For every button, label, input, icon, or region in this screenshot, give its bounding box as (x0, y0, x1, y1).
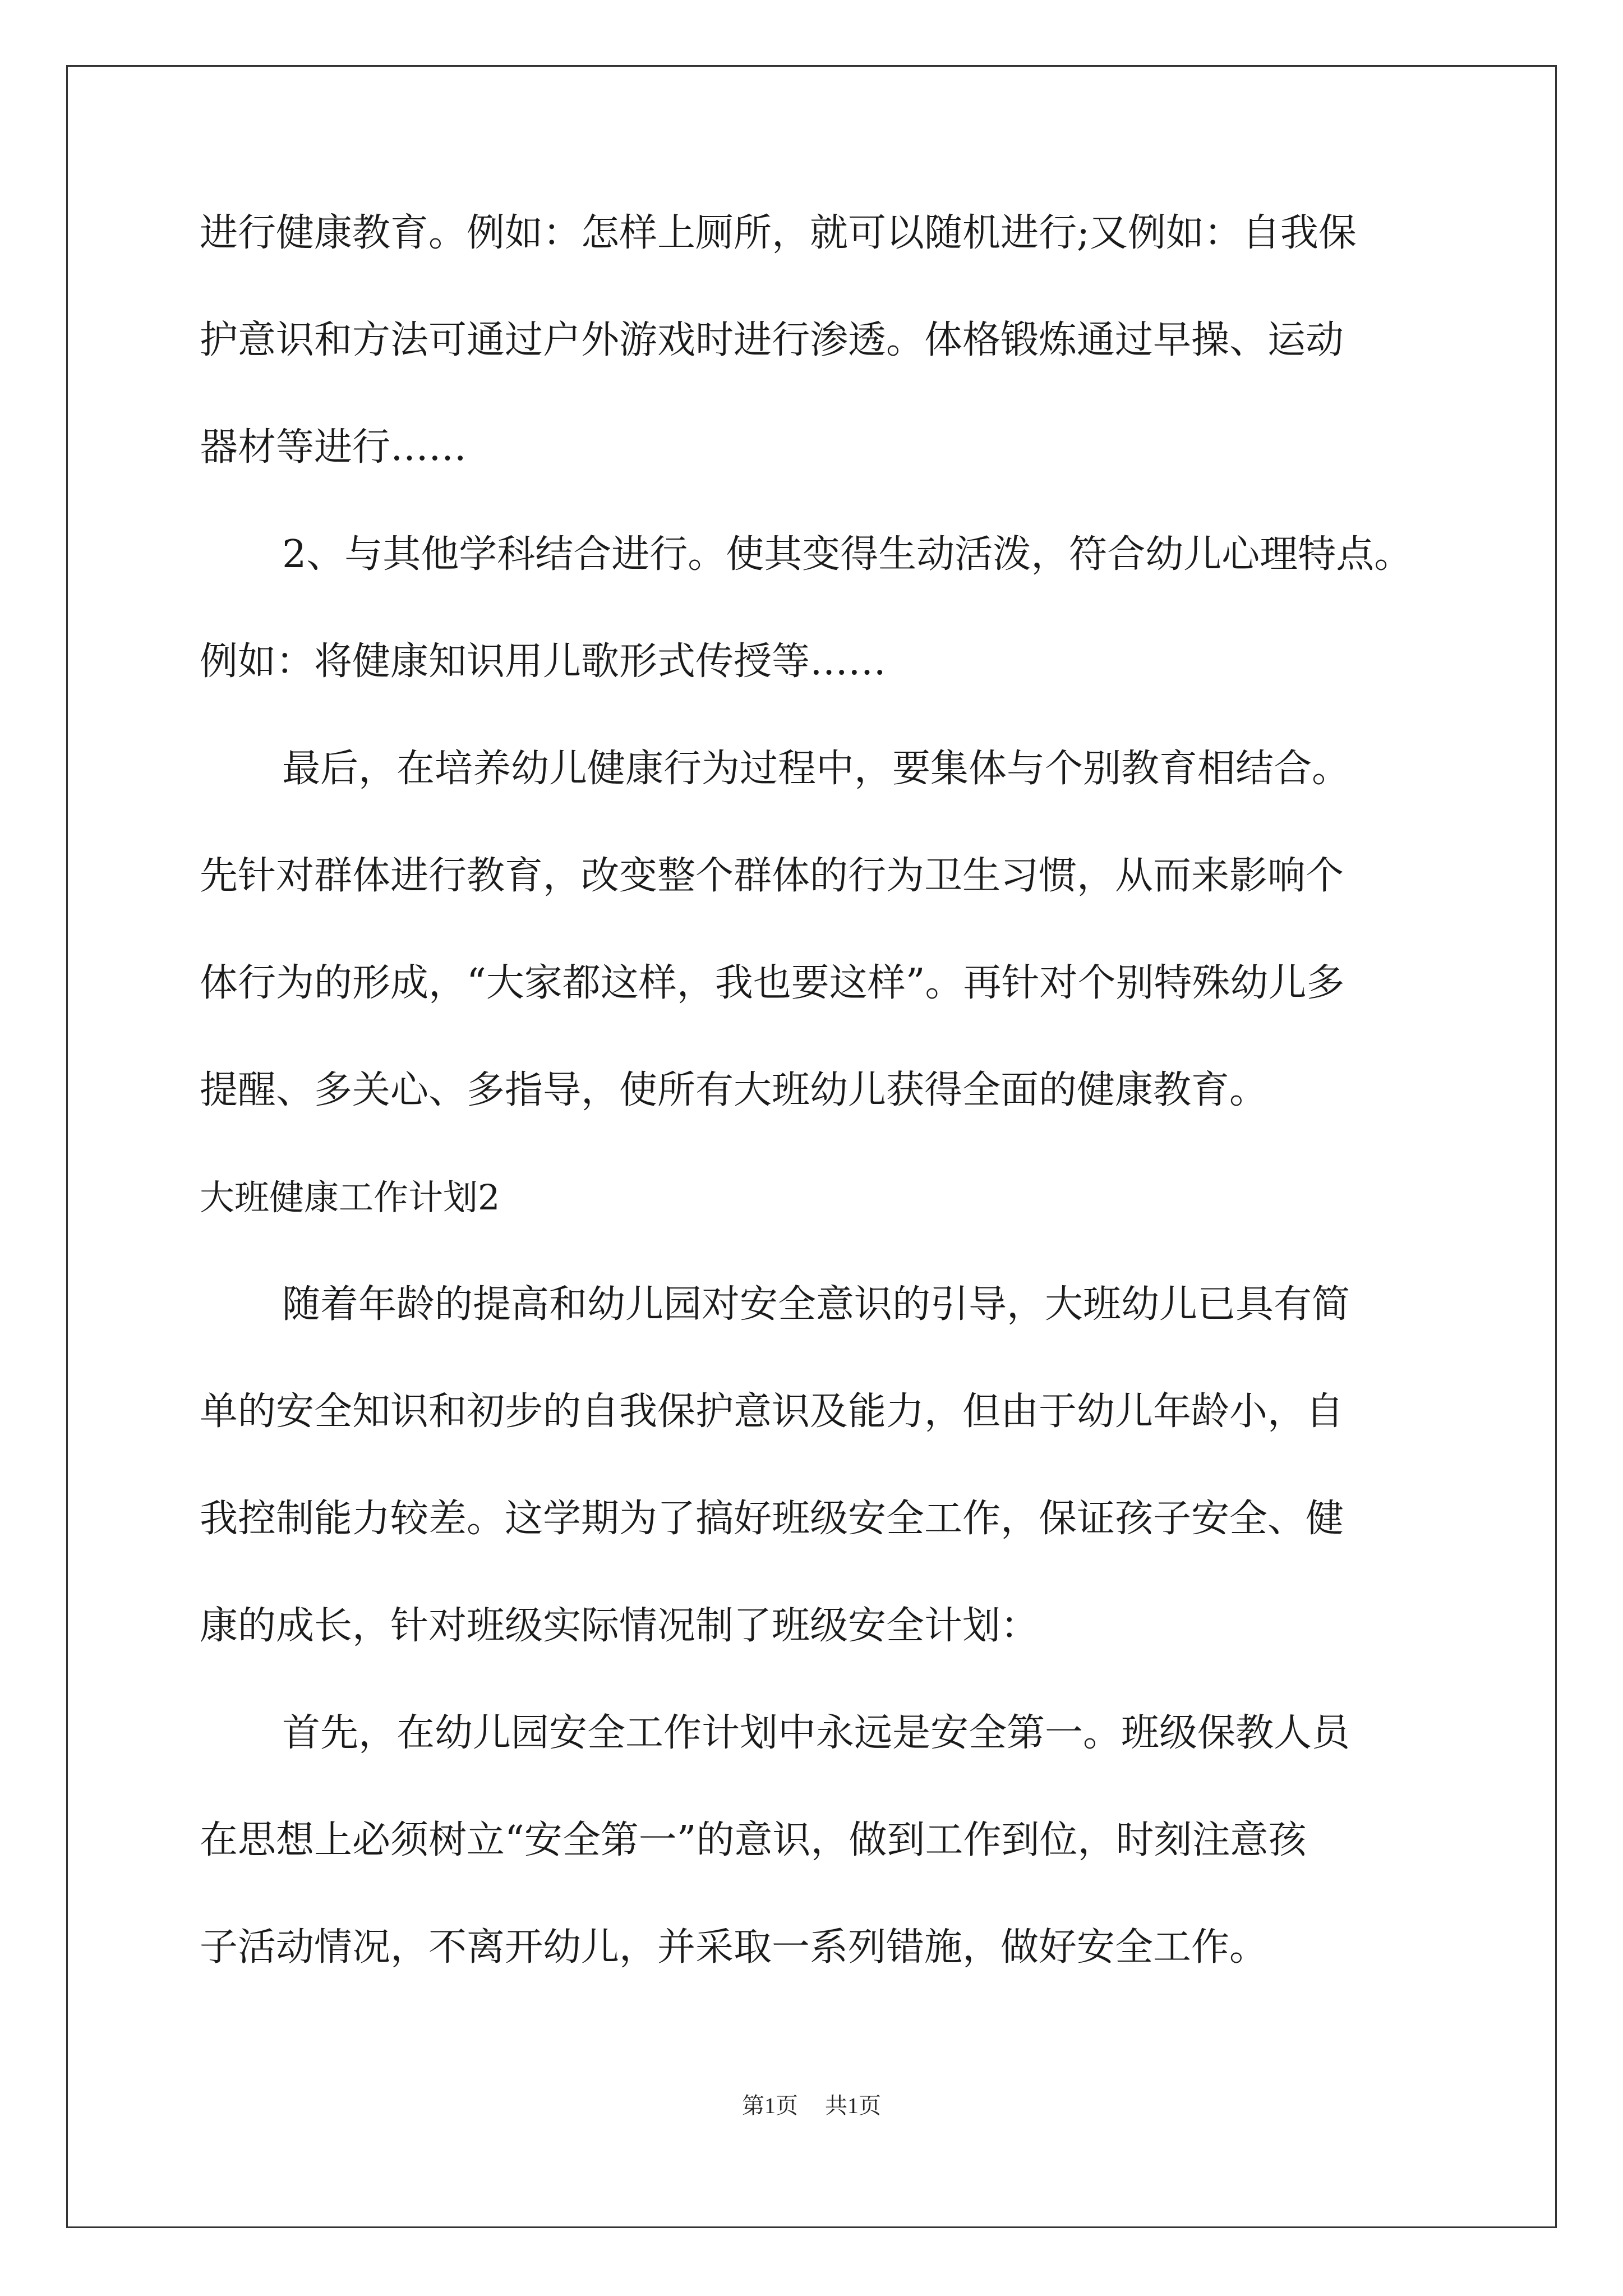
page-footer (0, 2092, 1623, 2119)
text-line: 康的成长，针对班级实际情况制了班级安全计划： (200, 1604, 1039, 1648)
text-line: 器材等进行…… (200, 425, 467, 470)
text-line: 护意识和方法可通过户外游戏时进行渗透。体格锻炼通过早操、运动 (200, 318, 1344, 362)
text-line: 最后，在培养幼儿健康行为过程中，要集体与个别教育相结合。 (282, 747, 1350, 791)
text-line: 例如：将健康知识用儿歌形式传授等…… (200, 639, 887, 684)
page-total: 共1页 (825, 2093, 881, 2118)
page-number: 第1页 (742, 2093, 798, 2118)
text-line: 在思想上必须树立“安全第一”的意识，做到工作到位，时刻注意孩 (200, 1818, 1307, 1862)
text-line: 首先，在幼儿园安全工作计划中永远是安全第一。班级保教人员 (282, 1711, 1350, 1755)
text-line: 2、与其他学科结合进行。使其变得生动活泼，符合幼儿心理特点。 (282, 532, 1413, 577)
text-line: 单的安全知识和初步的自我保护意识及能力，但由于幼儿年龄小，自 (200, 1389, 1344, 1434)
document-body (200, 212, 1426, 1969)
text-line: 体行为的形成，“大家都这样，我也要这样”。再针对个别特殊幼儿多 (200, 961, 1345, 1005)
text-line: 随着年龄的提高和幼儿园对安全意识的引导，大班幼儿已具有简 (282, 1282, 1350, 1327)
text-line: 进行健康教育。例如：怎样上厕所，就可以随机进行;又例如：自我保 (200, 211, 1357, 255)
section-heading: 大班健康工作计划2 (200, 1177, 500, 1218)
text-line: 子活动情况，不离开幼儿，并采取一系列错施，做好安全工作。 (200, 1925, 1268, 1970)
text-line: 提醒、多关心、多指导，使所有大班幼儿获得全面的健康教育。 (200, 1068, 1268, 1112)
text-line: 先针对群体进行教育，改变整个群体的行为卫生习惯，从而来影响个 (200, 854, 1344, 898)
text-line: 我控制能力较差。这学期为了搞好班级安全工作，保证孩子安全、健 (200, 1497, 1344, 1541)
